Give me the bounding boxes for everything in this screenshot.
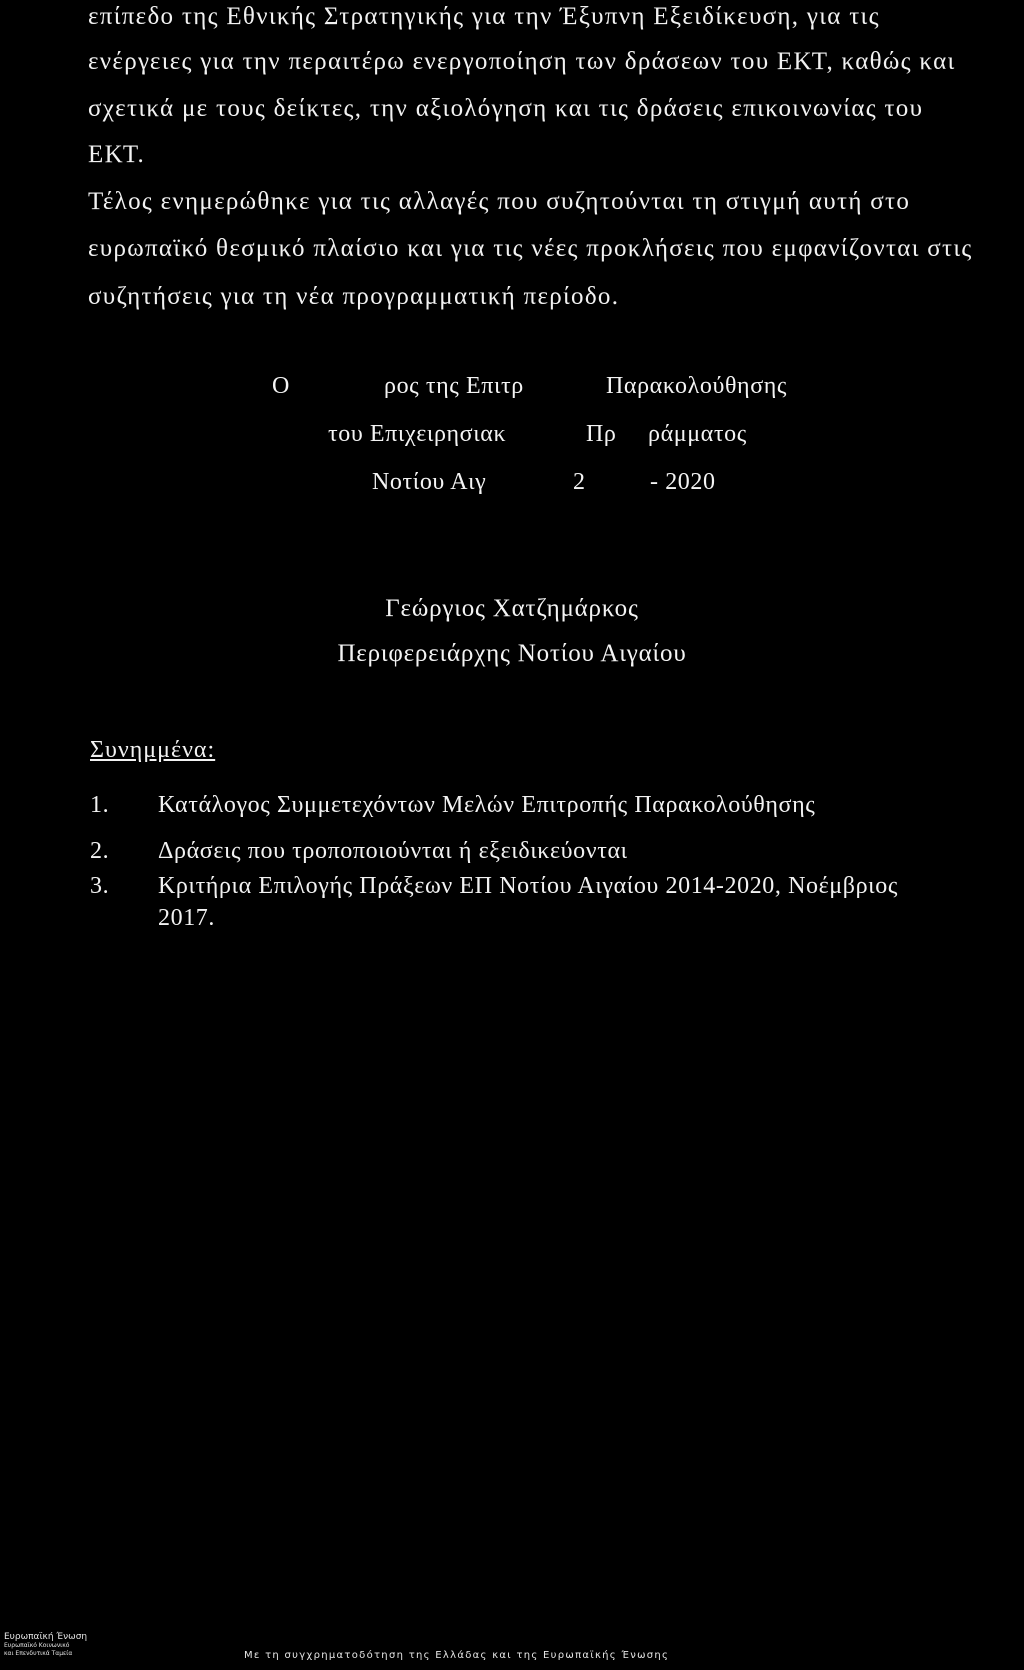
attachment-number: 3. — [90, 873, 110, 899]
attachment-number: 2. — [90, 838, 110, 864]
footer-logo-line: Ευρωπαϊκό Κοινωνικό — [4, 1642, 70, 1649]
funding-statement: Με τη συγχρηματοδότηση της Ελλάδας και της Ευρωπαϊκής Ένωσης — [244, 1650, 670, 1661]
attachment-text: Κατάλογος Συμμετεχόντων Μελών Επιτροπής Παρακολούθησης — [158, 792, 816, 818]
attachment-text: Δράσεις που τροποποιούνται ή εξειδικεύονται — [158, 838, 628, 864]
signer-name: Γεώργιος Χατζημάρκος — [385, 595, 639, 622]
signature-fragment: Ο — [272, 373, 290, 399]
signature-fragment: 2 — [573, 469, 586, 495]
attachment-number: 1. — [90, 792, 110, 818]
paragraph-line: συζητήσεις για τη νέα προγραμματική περίοδο. — [88, 283, 620, 310]
signature-line-2 — [0, 421, 1024, 451]
signature-fragment: του Επιχειρησιακ — [328, 421, 507, 447]
footer-logo-line: Ευρωπαϊκή Ένωση — [4, 1632, 88, 1642]
signer-title: Περιφερειάρχης Νοτίου Αιγαίου — [337, 640, 687, 667]
paragraph-line: ΕΚΤ. — [88, 141, 146, 168]
signature-fragment: Παρακολούθησης — [606, 373, 787, 399]
attachment-item — [90, 873, 898, 900]
paragraph-line: Τέλος ενημερώθηκε για τις αλλαγές που συζητούνται τη στιγμή αυτή στο — [88, 188, 911, 215]
eu-logo-text — [4, 1632, 87, 1658]
paragraph-line: ενέργειες για την περαιτέρω ενεργοποίηση των δράσεων του ΕΚΤ, καθώς και — [88, 48, 956, 75]
signature-fragment: ράμματος — [648, 421, 747, 447]
attachment-item — [90, 792, 815, 819]
signature-fragment: ρος της Επιτρ — [384, 373, 524, 399]
signature-fragment: Νοτίου Αιγ — [372, 469, 487, 495]
attachments-title: Συνημμένα: — [90, 737, 216, 763]
paragraph-line: επίπεδο της Εθνικής Στρατηγικής για την Έξυπνη Εξειδίκευση, για τις — [88, 3, 880, 30]
attachment-continuation: 2017. — [158, 905, 215, 931]
paragraph-line: σχετικά με τους δείκτες, την αξιολόγηση και τις δράσεις επικοινωνίας του — [88, 95, 924, 122]
signature-fragment: Πρ — [586, 421, 617, 447]
attachment-item — [90, 838, 628, 865]
attachment-text: Κριτήρια Επιλογής Πράξεων ΕΠ Νοτίου Αιγαίου 2014-2020, Νοέμβριος — [158, 873, 898, 899]
signature-fragment: - 2020 — [650, 469, 716, 495]
footer-logo-line: και Επενδυτικά Ταμεία — [4, 1650, 73, 1657]
signature-line-3 — [0, 469, 1024, 499]
signature-line-1 — [0, 373, 1024, 403]
paragraph-line: ευρωπαϊκό θεσμικό πλαίσιο και για τις νέες προκλήσεις που εμφανίζονται στις — [88, 235, 973, 262]
